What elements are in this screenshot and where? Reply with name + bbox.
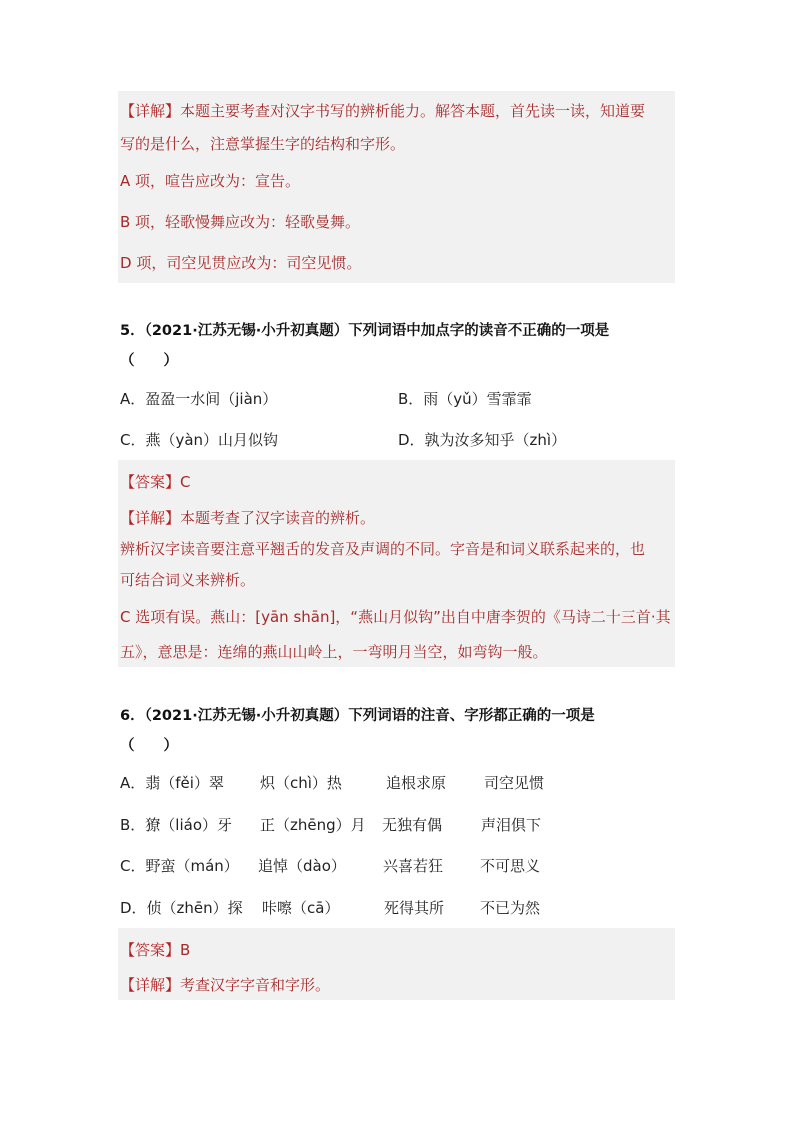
answer-line — [120, 472, 191, 492]
q6-option-c-word4: 不可思义 — [480, 857, 541, 875]
detail-tag: 【详解】 — [120, 976, 181, 994]
q6-option-a-word3: 追根求原 — [386, 774, 447, 792]
q6-option-b-word2: 正（zhēng）月 — [260, 816, 366, 834]
detail-line-4: C 选项有误。燕山：[yān shān]，“燕山月似钩”出自中唐李贺的《马诗二十三首·其 — [120, 608, 671, 626]
detail-line-3: 可结合词义来辨析。 — [120, 571, 256, 589]
detail-line-5: 五》，意思是：连绵的燕山山岭上，一弯明月当空，如弯钩一般。 — [120, 643, 548, 661]
detail-line — [120, 975, 330, 995]
answer-line — [120, 940, 190, 960]
detail-tag: 【详解】 — [120, 102, 181, 120]
q6-option-c-word2: 追悼（dào） — [258, 857, 346, 875]
q6-option-c-word3: 兴喜若狂 — [383, 857, 444, 875]
question-6-stem: 6．（2021·江苏无锡·小升初真题）下列词语的注音、字形都正确的一项是 — [120, 708, 595, 724]
q6-option-a-word4: 司空见惯 — [484, 774, 545, 792]
question-5-blank: （ ） — [120, 353, 178, 369]
answer-tag: 【答案】 — [120, 473, 181, 491]
answer-tag: 【答案】 — [120, 941, 181, 959]
q5-option-c: C．燕（yàn）山月似钩 — [120, 431, 279, 449]
detail-text: 本题考查了汉字读音的辨析。 — [180, 509, 376, 527]
q6-option-a-word2: 炽（chì）热 — [260, 774, 342, 792]
detail-text: 本题主要考查对汉字书写的辨析能力。解答本题，首先读一读，知道要 — [180, 102, 646, 120]
q6-option-b-word1: B．獠（liáo）牙 — [120, 816, 232, 834]
explanation-box-2 — [118, 460, 675, 667]
detail-text: 考查汉字字音和字形。 — [180, 976, 331, 994]
q5-option-d: D．孰为汝多知乎（zhì） — [398, 431, 567, 449]
question-5-stem: 5．（2021·江苏无锡·小升初真题）下列词语中加点字的读音不正确的一项是 — [120, 323, 610, 339]
q5-option-a: A．盈盈一水间（jiàn） — [120, 390, 278, 408]
detail-text-line2: 写的是什么，注意掌握生字的结构和字形。 — [120, 135, 406, 153]
q6-option-d-word3: 死得其所 — [384, 899, 445, 917]
detail-line — [120, 508, 375, 528]
q6-option-b-word4: 声泪俱下 — [481, 816, 542, 834]
item-b-correction: B 项，轻歌慢舞应改为：轻歌曼舞。 — [120, 213, 361, 231]
q6-option-d-word1: D．侦（zhēn）探 — [120, 899, 243, 917]
detail-line-2: 辨析汉字读音要注意平翘舌的发音及声调的不同。字音是和词义联系起来的，也 — [120, 540, 646, 558]
q6-option-d-word4: 不已为然 — [480, 899, 541, 917]
q6-option-c-word1: C．野蛮（mán） — [120, 857, 239, 875]
answer-value: C — [180, 473, 191, 491]
answer-value: B — [180, 941, 191, 959]
q6-option-a-word1: A．翡（fěi）翠 — [120, 774, 224, 792]
detail-tag: 【详解】 — [120, 509, 181, 527]
q5-option-b: B．雨（yǔ）雪霏霏 — [398, 390, 532, 408]
question-6-blank: （ ） — [120, 738, 178, 754]
item-d-correction: D 项，司空见贯应改为：司空见惯。 — [120, 254, 362, 272]
q6-option-d-word2: 咔嚓（cā） — [262, 899, 340, 917]
q6-option-b-word3: 无独有偶 — [382, 816, 443, 834]
detail-line — [120, 101, 645, 121]
item-a-correction: A 项，喧告应改为：宣告。 — [120, 172, 301, 190]
